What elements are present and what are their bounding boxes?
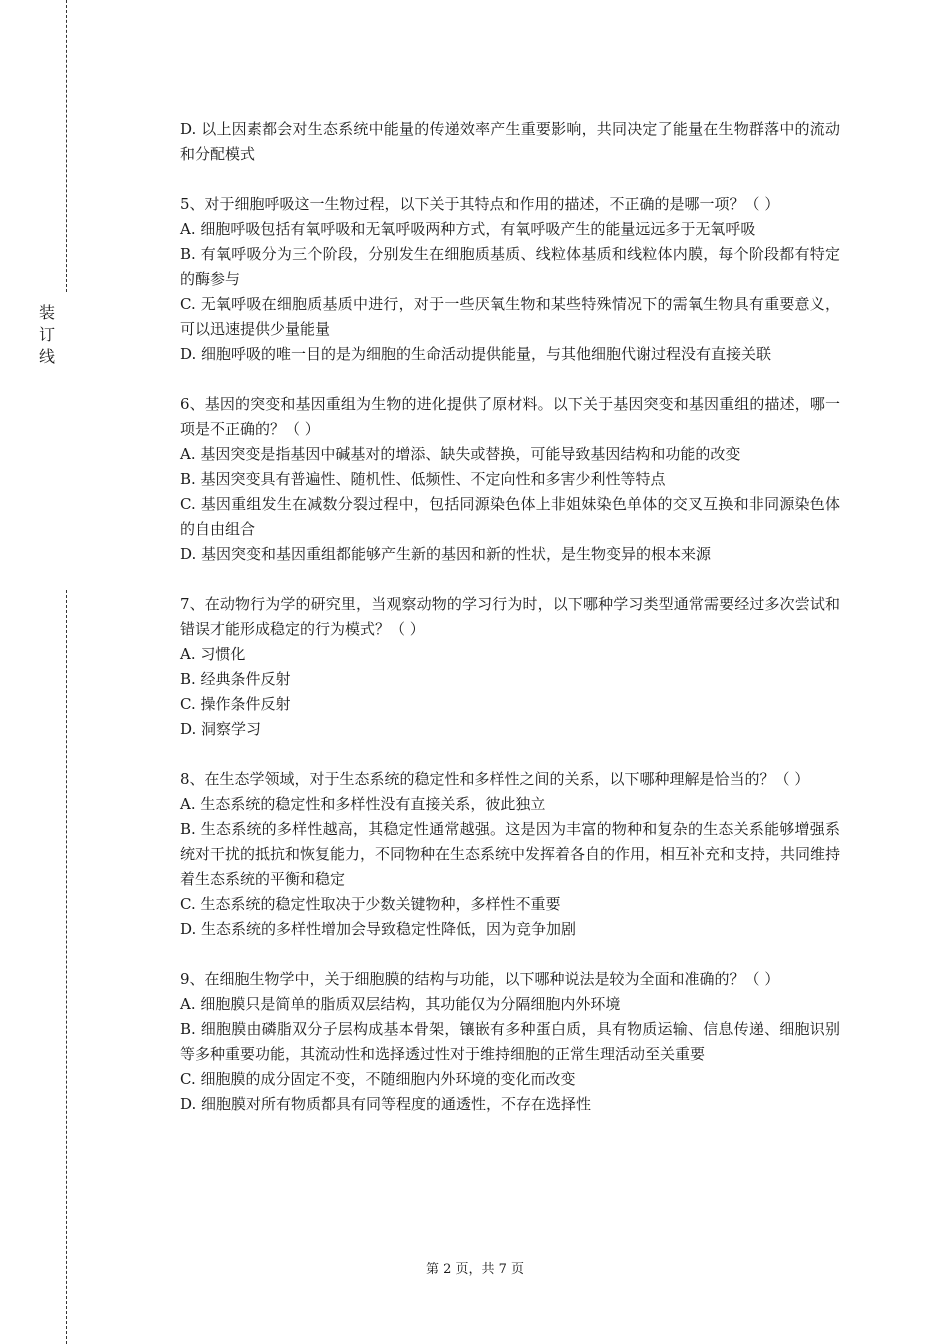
option-a: A. 生态系统的稳定性和多样性没有直接关系，彼此独立 xyxy=(180,795,546,813)
question-stem: 6、基因的突变和基因重组为生物的进化提供了原材料。以下关于基因突变和基因重组的描述，哪一项是不正确的？（ ） xyxy=(180,395,840,438)
question-5 xyxy=(180,192,840,367)
option-d: D. 生态系统的多样性增加会导致稳定性降低，因为竞争加剧 xyxy=(180,920,577,938)
question-6 xyxy=(180,392,840,567)
option-c: C. 无氧呼吸在细胞质基质中进行，对于一些厌氧生物和某些特殊情况下的需氧生物具有重要意义，可以迅速提供少量能量 xyxy=(180,295,840,338)
binding-char: 订 xyxy=(38,325,55,344)
question-9 xyxy=(180,967,840,1117)
option-b: B. 有氧呼吸分为三个阶段，分别发生在细胞质基质、线粒体基质和线粒体内膜，每个阶段都有特定的酶参与 xyxy=(180,245,840,288)
binding-dashed-line-top xyxy=(66,0,67,292)
option-b: B. 细胞膜由磷脂双分子层构成基本骨架，镶嵌有多种蛋白质，具有物质运输、信息传递、细胞识别等多种重要功能，其流动性和选择透过性对于维持细胞的正常生理活动至关重要 xyxy=(180,1020,840,1063)
option-d: D. 细胞呼吸的唯一目的是为细胞的生命活动提供能量，与其他细胞代谢过程没有直接关联 xyxy=(180,345,772,363)
option-b: B. 生态系统的多样性越高，其稳定性通常越强。这是因为丰富的物种和复杂的生态关系能够增强系统对干扰的抵抗和恢复能力，不同物种在生态系统中发挥着各自的作用，相互补充和支持，共同维持着生态系统的平衡和稳定 xyxy=(180,820,841,888)
question-content xyxy=(180,117,840,1117)
binding-dashed-line-bottom xyxy=(66,590,67,1344)
binding-char: 线 xyxy=(38,347,55,366)
option-c: C. 细胞膜的成分固定不变，不随细胞内外环境的变化而改变 xyxy=(180,1070,576,1088)
option-c: C. 生态系统的稳定性取决于少数关键物种，多样性不重要 xyxy=(180,895,561,913)
option-a: A. 基因突变是指基因中碱基对的增添、缺失或替换，可能导致基因结构和功能的改变 xyxy=(180,445,741,463)
option-d: D. 基因突变和基因重组都能够产生新的基因和新的性状，是生物变异的根本来源 xyxy=(180,545,712,563)
option-a: A. 细胞膜只是简单的脂质双层结构，其功能仅为分隔细胞内外环境 xyxy=(180,995,621,1013)
question-stem: 5、对于细胞呼吸这一生物过程，以下关于其特点和作用的描述，不正确的是哪一项？（ ） xyxy=(180,195,780,213)
option-a: A. 细胞呼吸包括有氧呼吸和无氧呼吸两种方式，有氧呼吸产生的能量远远多于无氧呼吸 xyxy=(180,220,756,238)
option-b: B. 基因突变具有普遍性、随机性、低频性、不定向性和多害少利性等特点 xyxy=(180,470,666,488)
option-a: A. 习惯化 xyxy=(180,645,246,663)
page-number-footer: 第 2 页，共 7 页 xyxy=(425,1262,525,1277)
question-stem: 9、在细胞生物学中，关于细胞膜的结构与功能，以下哪种说法是较为全面和准确的？（ ） xyxy=(180,970,780,988)
binding-char: 装 xyxy=(38,303,55,322)
question-stem: 7、在动物行为学的研究里，当观察动物的学习行为时，以下哪种学习类型通常需要经过多次尝试和错误才能形成稳定的行为模式？（ ） xyxy=(180,595,840,638)
question-continuation xyxy=(180,117,840,167)
option-d: D. 洞察学习 xyxy=(180,720,262,738)
option-c: C. 操作条件反射 xyxy=(180,695,291,713)
question-7 xyxy=(180,592,840,742)
binding-label xyxy=(37,302,57,368)
option-b: B. 经典条件反射 xyxy=(180,670,291,688)
question-8 xyxy=(180,767,840,942)
option-d: D. 细胞膜对所有物质都具有同等程度的通透性，不存在选择性 xyxy=(180,1095,592,1113)
question-4-option-d: D. 以上因素都会对生态系统中能量的传递效率产生重要影响，共同决定了能量在生物群落中的流动和分配模式 xyxy=(180,120,840,163)
question-stem: 8、在生态学领域，对于生态系统的稳定性和多样性之间的关系，以下哪种理解是恰当的？（ ） xyxy=(180,770,810,788)
option-c: C. 基因重组发生在减数分裂过程中，包括同源染色体上非姐妹染色单体的交叉互换和非同源染色体的自由组合 xyxy=(180,495,840,538)
